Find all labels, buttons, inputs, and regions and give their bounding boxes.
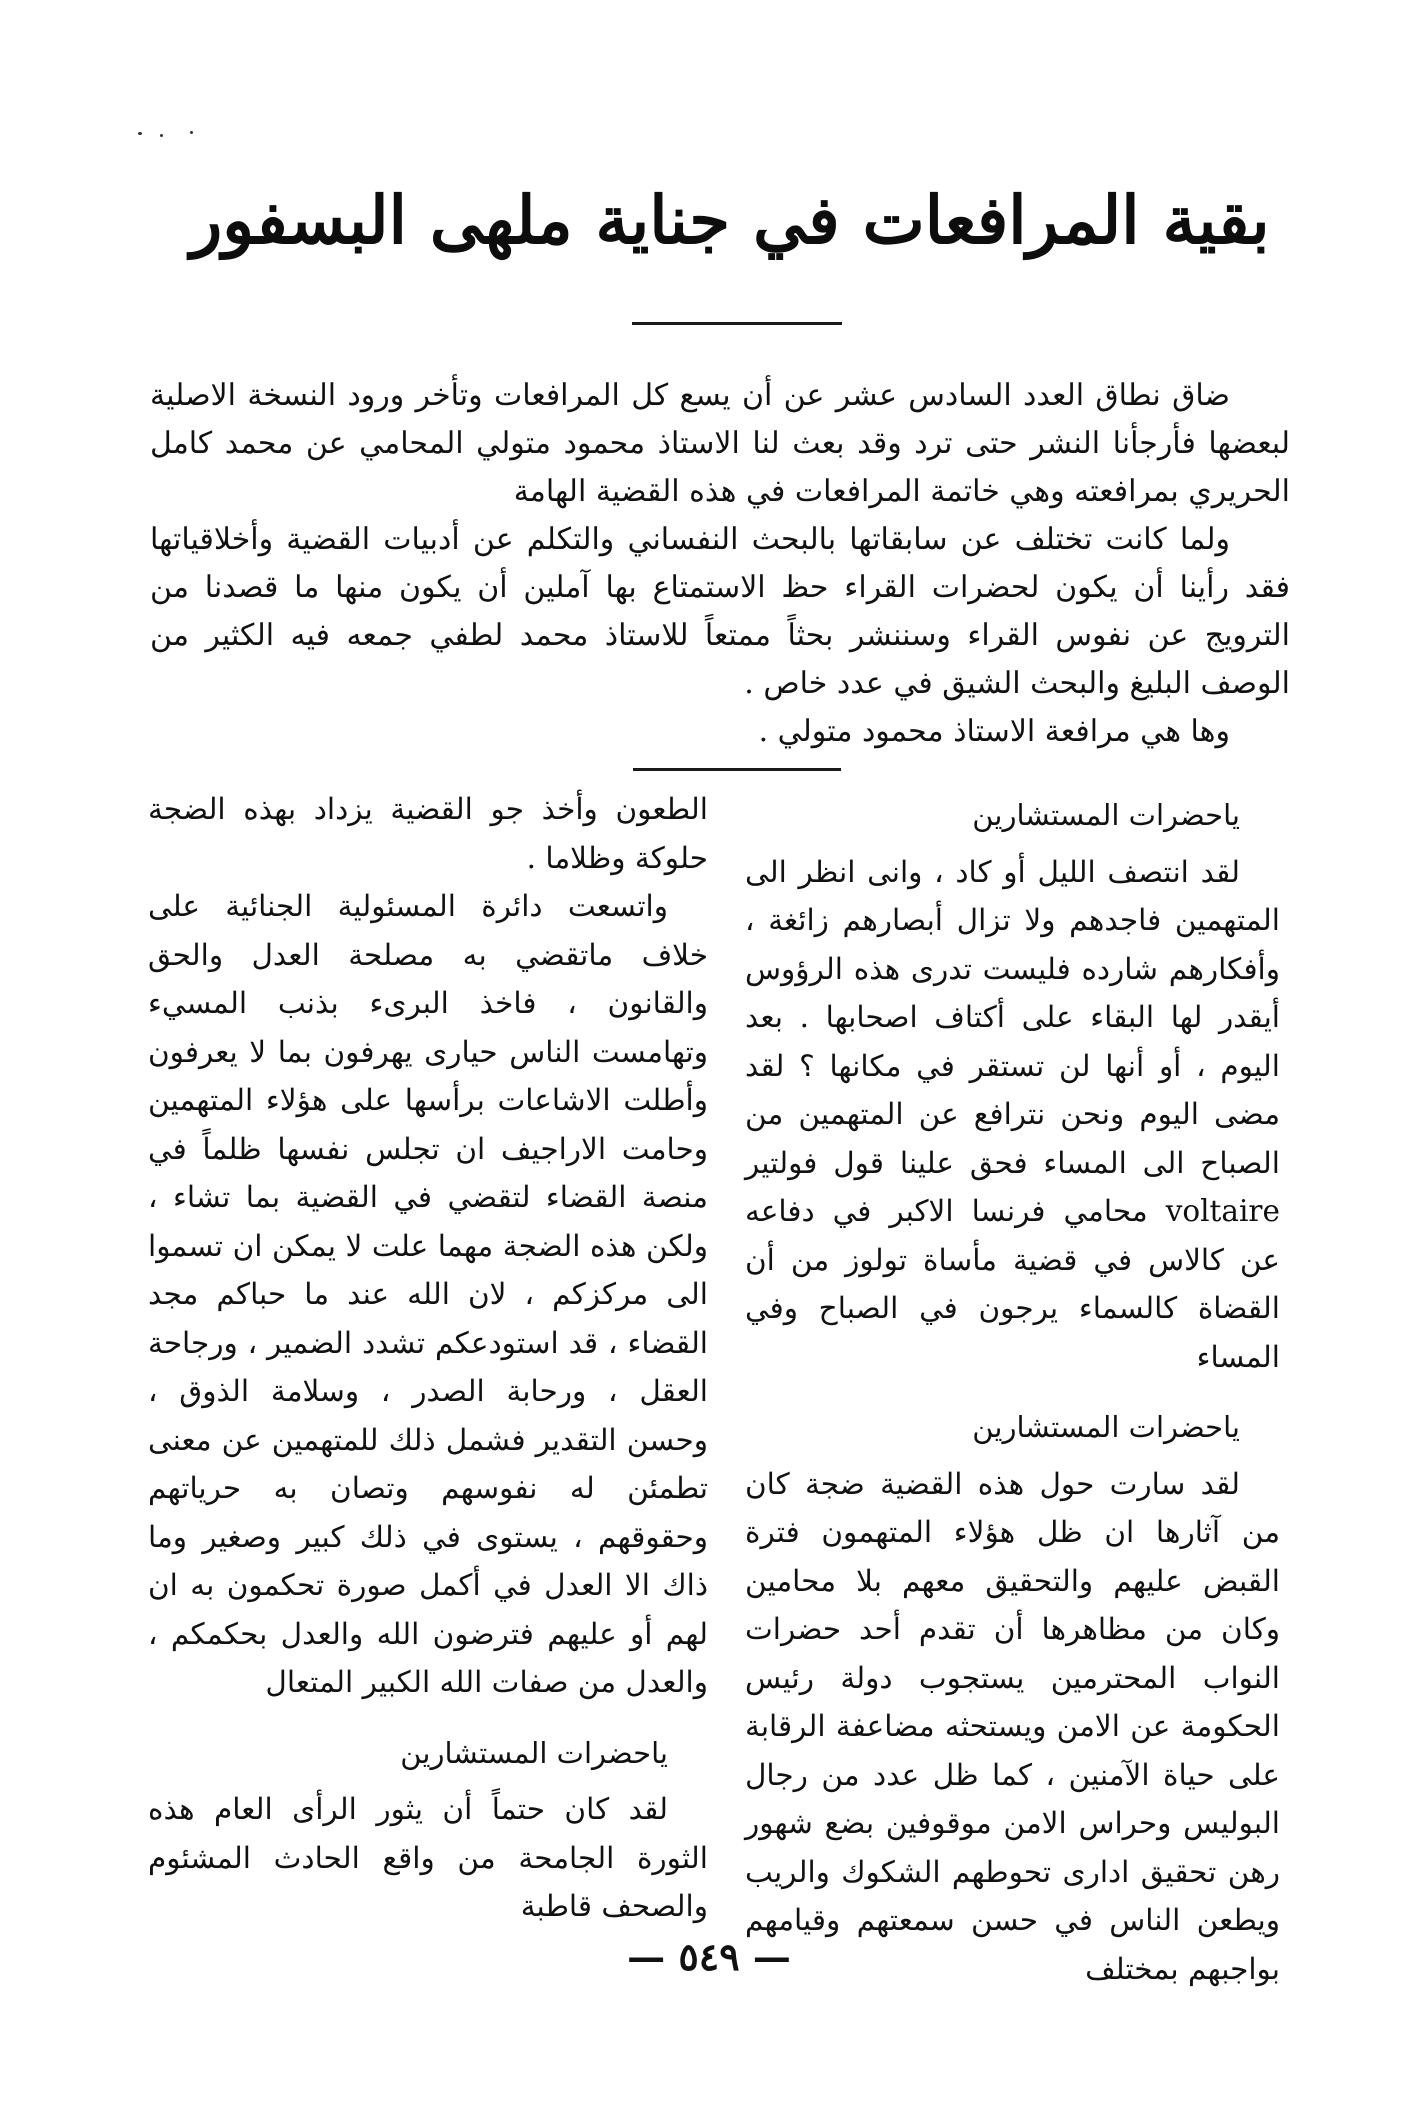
column-gutter	[727, 795, 728, 1905]
body-paragraph: الطعون وأخذ جو القضية يزداد بهذه الضجة حلوكة وظلاما .	[148, 792, 708, 875]
body-paragraph: لقد سارت حول هذه القضية ضجة كان من آثارها ان ظل هؤلاء المتهمون فترة القبض عليهم والتحقيق معهم بلا محامين وكان من مظاهرها أن تقدم أحد حضرات النواب المحترمين يستجوب دولة رئيس الحكومة عن الامن ويستحثه مضاعفة الرقابة على حياة الآمنين ، كما ظل عدد من رجال البوليس وحراس الامن موقوفين بضع شهور رهن تحقيق ادارى تحوطهم الشكوك والريب ويطعن الناس في حسن سمعتهم وقيامهم بواجبهم بمختلف	[745, 1466, 1280, 1986]
section-heading: ياحضرات المستشارين	[972, 798, 1240, 832]
section-divider	[633, 768, 841, 771]
body-paragraph: لقد انتصف الليل أو كاد ، وانى انظر الى المتهمين فاجدهم ولا تزال أبصارهم زائغة ، وأفكارهم شارده فليست تدرى هذه الرؤوس أيقدر لها البقاء على أكتاف اصحابها . بعد اليوم ، أو أنها لن تستقر في مكانها ؟ لقد مضى اليوم ونحن نترافع عن المتهمين من الصباح الى المساء فحق علينا قول فولتير voltaire محامي فرنسا الاكبر في دفاعه عن كالاس في قضية مأساة تولوز من أن القضاة كالسماء يرجون في الصباح وفي المساء	[745, 854, 1280, 1374]
scan-speck	[138, 132, 142, 135]
right-column	[745, 785, 1280, 1986]
scan-speck	[190, 131, 193, 134]
scan-speck	[160, 134, 163, 137]
intro-paragraph: وها هي مرافعة الاستاذ محمود متولي .	[758, 714, 1230, 749]
section-heading: ياحضرات المستشارين	[400, 1735, 668, 1770]
body-paragraph: واتسعت دائرة المسئولية الجنائية على خلاف ماتقضي به مصلحة العدل والحق والقانون ، فاخذ البرىء بذنب المسيء وتهامست الناس حيارى يهرفون بما لا يعرفون وأطلت الاشاعات برأسها على هؤلاء المتهمين وحامت الاراجيف ان تجلس نفسها ظلماً في منصة القضاء لتقضي في القضية بما تشاء ، ولكن هذه الضجة مهما علت لا يمكن ان تسموا الى مركزكم ، لان الله عند ما حباكم مجد القضاء ، قد استودعكم تشدد الضمير ، ورجاحة العقل ، ورحابة الصدر ، وسلامة الذوق ، وحسن التقدير فشمل ذلك للمتهمين عن معنى تطمئن له نفوسهم وتصان به حرياتهم وحقوقهم ، يستوى في ذلك كبير وصغير وما ذاك الا العدل في أكمل صورة تحكمون به ان لهم أو عليهم فترضون الله والعدل بحكمكم ، والعدل من صفات الله الكبير المتعال	[148, 889, 708, 1699]
page-number: — ٥٤٩ —	[627, 1934, 791, 1979]
body-paragraph: لقد كان حتماً أن يثور الرأى العام هذه الثورة الجامحة من واقع الحادث المشئوم والصحف قاطبة	[148, 1792, 708, 1923]
section-heading: ياحضرات المستشارين	[972, 1410, 1240, 1444]
left-column	[148, 785, 708, 1923]
intro-paragraph: ولما كانت تختلف عن سابقاتها بالبحث النفساني والتكلم عن أدبيات القضية وأخلاقياتها فقد رأينا أن يكون لحضرات القراء حظ الاستمتاع بها آملين أن يكون منها ما قصدنا من الترويج عن نفوس القراء وسننشر بحثاً ممتعاً للاستاذ محمد لطفي جمعه فيه الكثير من الوصف البليغ والبحث الشيق في عدد خاص .	[150, 522, 1290, 701]
intro-section	[150, 372, 1290, 756]
title-divider	[632, 322, 842, 325]
intro-paragraph: ضاق نطاق العدد السادس عشر عن أن يسع كل المرافعات وتأخر ورود النسخة الاصلية لبعضها فأرجأنا النشر حتى ترد وقد بعث لنا الاستاذ محمود متولي المحامي عن محمد كامل الحريري بمرافعته وهي خاتمة المرافعات في هذه القضية الهامة	[150, 378, 1290, 509]
article-title: بقية المرافعات في جناية ملهى البسفور	[190, 181, 1270, 259]
